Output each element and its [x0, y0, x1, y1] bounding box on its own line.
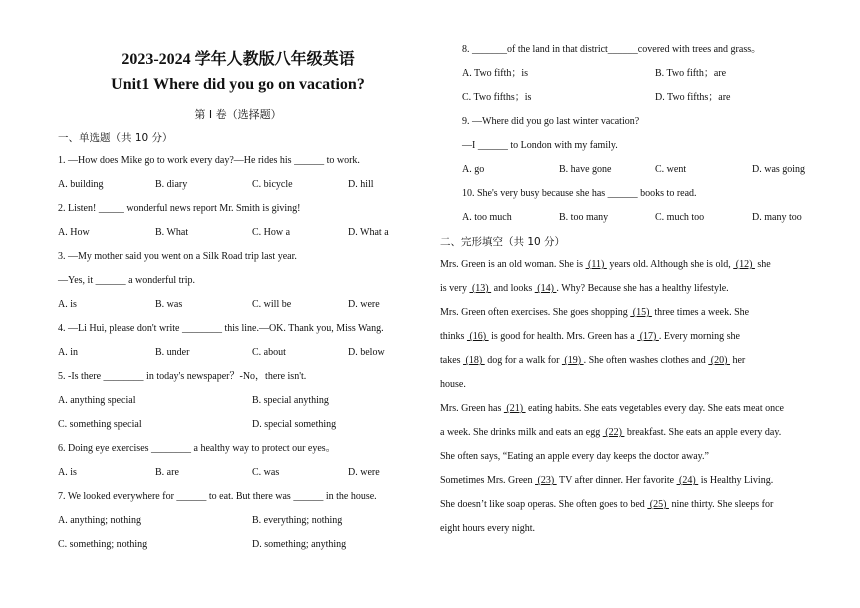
q1-option-d: D. hill	[348, 179, 374, 190]
question-1-stem: 1. —How does Mike go to work every day?—He rides his ______ to work.	[58, 155, 360, 166]
cloze-line	[440, 498, 773, 512]
cloze-blank: (21)	[503, 403, 526, 414]
q5-option-c: C. something special	[58, 419, 142, 430]
q9-option-a: A. go	[462, 164, 485, 175]
cloze-blank: (18)	[463, 355, 485, 366]
cloze-text: takes	[440, 355, 464, 366]
q6-option-c: C. was	[252, 467, 280, 478]
q9-option-b: B. have gone	[559, 164, 612, 175]
part-title: 第 I 卷（选择题）	[194, 108, 282, 121]
q5-option-d: D. special something	[252, 419, 337, 430]
q5-option-b: B. special anything	[252, 395, 329, 406]
question-10-stem: 10. She's very busy because she has ______ books to read.	[462, 188, 697, 199]
cloze-text: . Why? Because she has a healthy lifestyle.	[556, 283, 729, 294]
question-2-stem: 2. Listen! _____ wonderful news report Mr. Smith is giving!	[58, 203, 301, 214]
cloze-blank: (19)	[561, 355, 584, 366]
q1-option-b: B. diary	[155, 179, 188, 190]
q4-option-d: D. below	[348, 347, 385, 358]
q2-option-a: A. How	[58, 227, 90, 238]
question-3-stem-2: —Yes, it ______ a wonderful trip.	[58, 275, 196, 286]
q4-option-c: C. about	[252, 347, 286, 358]
cloze-line	[440, 426, 781, 440]
question-4-stem: 4. —Li Hui, please don't write ________ this line.—OK. Thank you, Miss Wang.	[58, 323, 384, 334]
cloze-text: and looks	[491, 283, 535, 294]
question-9-stem-2: —I ______ to London with my family.	[462, 140, 618, 151]
cloze-text: nine thirty. She sleeps for	[668, 499, 774, 510]
q6-option-b: B. are	[155, 467, 179, 478]
cloze-line	[440, 258, 771, 272]
unit-title: Unit1 Where did you go on vacation?	[111, 76, 365, 93]
q6-option-d: D. were	[348, 467, 380, 478]
cloze-line	[440, 402, 784, 416]
q4-option-a: A. in	[58, 347, 78, 358]
question-9-stem: 9. —Where did you go last winter vacation?	[462, 116, 640, 127]
cloze-blank: (24)	[676, 475, 699, 486]
q8-option-b: B. Two fifth；are	[655, 68, 727, 79]
q1-option-c: C. bicycle	[252, 179, 293, 190]
q4-option-b: B. under	[155, 347, 190, 358]
cloze-blank: (23)	[535, 475, 557, 486]
q3-option-d: D. were	[348, 299, 380, 310]
section2-heading: 二、完形填空（共 10 分）	[440, 236, 566, 248]
cloze-text: a week. She drinks milk and eats an egg	[440, 427, 603, 438]
cloze-blank: (25)	[647, 499, 669, 510]
q8-option-d: D. Two fifths；are	[655, 92, 731, 103]
cloze-text: Sometimes Mrs. Green	[440, 475, 535, 486]
cloze-blank: (13)	[469, 283, 492, 294]
cloze-text: house.	[440, 379, 466, 390]
q3-option-b: B. was	[155, 299, 183, 310]
question-6-stem: 6. Doing eye exercises ________ a healthy way to protect our eyes。	[58, 443, 336, 454]
q8-option-a: A. Two fifth；is	[462, 68, 529, 79]
cloze-text: her	[729, 355, 746, 366]
q9-option-c: C. went	[655, 164, 687, 175]
cloze-text: is very	[440, 283, 470, 294]
q7-option-c: C. something; nothing	[58, 539, 148, 550]
cloze-blank: (14)	[534, 283, 557, 294]
q5-option-a: A. anything special	[58, 395, 136, 406]
cloze-line	[440, 306, 749, 320]
q3-option-c: C. will be	[252, 299, 292, 310]
q6-option-a: A. is	[58, 467, 77, 478]
cloze-line	[440, 330, 740, 344]
cloze-line	[440, 450, 709, 464]
q10-option-c: C. much too	[655, 212, 705, 223]
section1-heading: 一、单选题（共 10 分）	[58, 132, 173, 144]
cloze-text: she	[754, 259, 771, 270]
question-5-stem: 5. -Is there ________ in today's newspaper？-No，there isn't.	[58, 371, 307, 382]
cloze-text: thinks	[440, 331, 467, 342]
cloze-text: She doesn’t like soap operas. She often goes to bed	[440, 499, 648, 510]
cloze-text: TV after dinner. Her favorite	[556, 475, 677, 486]
question-7-stem: 7. We looked everywhere for ______ to eat. But there was ______ in the house.	[58, 491, 377, 502]
cloze-text: is good for health. Mrs. Green has a	[488, 331, 638, 342]
q10-option-d: D. many too	[752, 212, 802, 223]
q1-option-a: A. building	[58, 179, 104, 190]
cloze-text: Mrs. Green is an old woman. She is	[440, 259, 586, 270]
cloze-text: She often says, “Eating an apple every day keeps the doctor away.”	[440, 451, 709, 462]
q8-option-c: C. Two fifths；is	[462, 92, 532, 103]
q7-option-b: B. everything; nothing	[252, 515, 343, 526]
cloze-text: . She often washes clothes and	[583, 355, 709, 366]
cloze-text: Mrs. Green often exercises. She goes shopping	[440, 307, 631, 318]
cloze-text: Mrs. Green has	[440, 403, 504, 414]
cloze-text: dog for a walk for	[484, 355, 562, 366]
cloze-text: is Healthy Living.	[698, 475, 774, 486]
cloze-line	[440, 522, 535, 536]
cloze-line	[440, 282, 729, 296]
cloze-line	[440, 354, 745, 368]
q10-option-b: B. too many	[559, 212, 609, 223]
cloze-line	[440, 474, 773, 488]
cloze-line	[440, 378, 466, 392]
cloze-text: . Every morning she	[658, 331, 740, 342]
cloze-blank: (22)	[602, 427, 625, 438]
cloze-blank: (16)	[466, 331, 489, 342]
cloze-blank: (20)	[708, 355, 730, 366]
cloze-text: breakfast. She eats an apple every day.	[624, 427, 782, 438]
cloze-text: years old. Although she is old,	[606, 259, 734, 270]
cloze-blank: (11)	[585, 259, 607, 270]
q2-option-b: B. What	[155, 227, 189, 238]
exam-title: 2023-2024 学年人教版八年级英语	[121, 51, 355, 68]
q7-option-d: D. something; anything	[252, 539, 347, 550]
q10-option-a: A. too much	[462, 212, 512, 223]
cloze-blank: (15)	[630, 307, 652, 318]
q7-option-a: A. anything; nothing	[58, 515, 142, 526]
cloze-text: eating habits. She eats vegetables every day. She eats meat once	[525, 403, 784, 414]
q9-option-d: D. was going	[752, 164, 806, 175]
q3-option-a: A. is	[58, 299, 77, 310]
question-8-stem: 8. _______of the land in that district______covered with trees and grass。	[462, 44, 762, 55]
cloze-text: eight hours every night.	[440, 523, 535, 534]
q2-option-c: C. How a	[252, 227, 291, 238]
cloze-text: three times a week. She	[651, 307, 750, 318]
cloze-blank: (12)	[733, 259, 755, 270]
question-3-stem: 3. —My mother said you went on a Silk Road trip last year.	[58, 251, 297, 262]
q2-option-d: D. What a	[348, 227, 389, 238]
cloze-blank: (17)	[637, 331, 659, 342]
